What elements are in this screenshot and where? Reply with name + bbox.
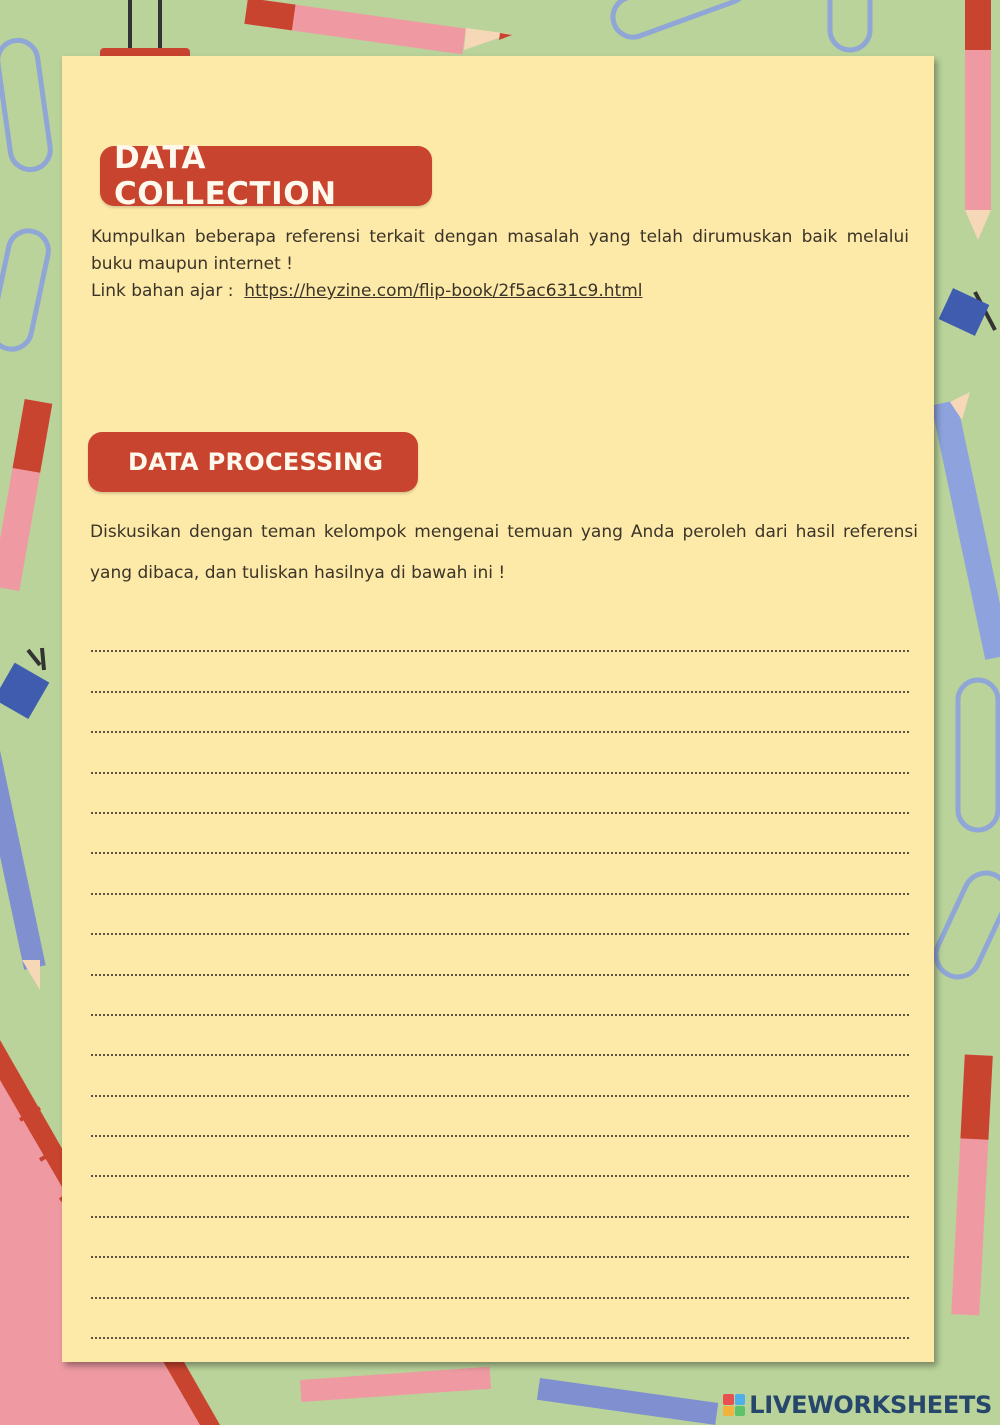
answer-line[interactable] <box>91 1016 909 1056</box>
pencil-icon <box>244 0 512 54</box>
answer-line[interactable] <box>91 814 909 854</box>
answer-line[interactable] <box>91 652 909 692</box>
answer-line[interactable] <box>91 854 909 894</box>
binder-clip-icon <box>939 288 995 336</box>
answer-line[interactable] <box>91 1218 909 1258</box>
paperclip-icon <box>0 38 53 353</box>
answer-line[interactable] <box>91 1097 909 1137</box>
answer-line[interactable] <box>91 1137 909 1177</box>
data-collection-instructions <box>91 224 909 305</box>
answer-line[interactable] <box>91 612 909 652</box>
pencil-icon <box>951 1054 993 1315</box>
liveworksheets-logo <box>723 1391 992 1419</box>
pencil-icon <box>931 392 1000 660</box>
section-heading-data-collection <box>100 140 432 212</box>
answer-line[interactable] <box>91 895 909 935</box>
answer-line[interactable] <box>91 1056 909 1096</box>
instruction-text: Kumpulkan beberapa referensi terkait dengan masalah yang telah dirumuskan baik melalui buku maupun internet ! <box>91 227 909 274</box>
answer-line[interactable] <box>91 733 909 773</box>
section-heading-data-processing <box>88 432 418 492</box>
data-processing-instructions <box>90 512 918 594</box>
answer-line[interactable] <box>91 976 909 1016</box>
binder-clip-icon <box>0 648 49 719</box>
answer-line[interactable] <box>91 1299 909 1339</box>
answer-line[interactable] <box>91 935 909 975</box>
answer-line[interactable] <box>91 774 909 814</box>
pencil-icon <box>0 399 52 591</box>
link-label: Link bahan ajar : <box>91 281 234 301</box>
link-line <box>91 278 909 305</box>
brand-text: LIVEWORKSHEETS <box>749 1391 992 1419</box>
instruction-text: Diskusikan dengan teman kelompok mengenai temuan yang Anda peroleh dari hasil referensi yang dibaca, dan tuliskan hasilnya di bawah ini ! <box>90 522 918 583</box>
link-bahan-ajar[interactable]: https://heyzine.com/flip-book/2f5ac631c9.html <box>244 281 643 301</box>
answer-line[interactable] <box>91 1177 909 1217</box>
pencil-icon <box>300 1367 718 1425</box>
heading-text: DATA PROCESSING <box>128 448 384 476</box>
answer-line[interactable] <box>91 1258 909 1298</box>
answer-lines <box>91 652 909 1339</box>
liveworksheets-icon <box>723 1394 745 1416</box>
answer-line[interactable] <box>91 693 909 733</box>
paperclip-icon <box>607 0 870 50</box>
pencil-icon <box>0 740 46 990</box>
heading-text: DATA COLLECTION <box>114 140 337 212</box>
pencil-icon <box>965 0 991 240</box>
